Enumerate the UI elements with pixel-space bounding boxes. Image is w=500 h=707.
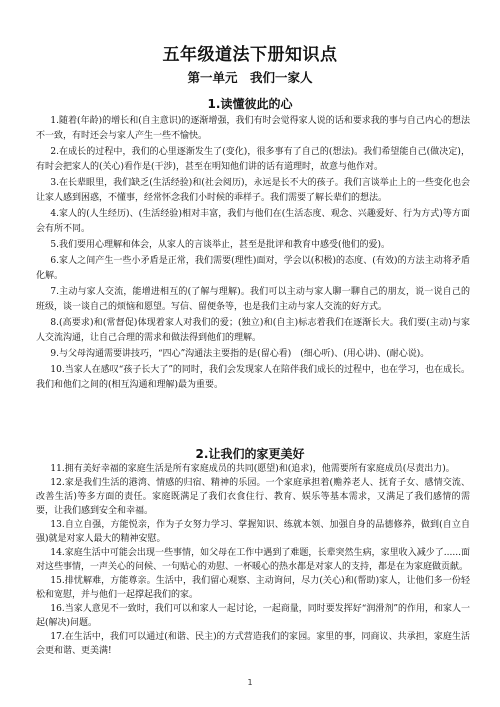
paragraph: 10.当家人在感叹“孩子长大了”的同时，我们会发现家人在陪伴我们成长的过程中，也在学习，也在成长。我们和他们之间的(相互沟通和理解)最为重要。 <box>36 365 470 391</box>
document-title: 五年级道法下册知识点 <box>162 45 338 65</box>
unit-title: 第一单元 我们一家人 <box>187 70 313 85</box>
paragraph: 2.在成长的过程中，我们的心里逐渐发生了(变化)，很多事有了自己的(想法)。我们希望能自己(做决定)，有时会把家人的(关心)看作是(干涉)，甚至在明知他们讲的话有道理时，故意与他作对。 <box>36 147 470 173</box>
paragraph: 3.在长辈眼里，我们缺乏(生活经验)和(社会阅历)，永远是长不大的孩子。我们言谈举止上的一些变化也会让家人感到困惑，不懂事，经常怀念我们小时候的乖样子。我们需要了解长辈们的想法。 <box>36 178 470 204</box>
paragraph: 8.(高要求)和(常督促)体现着家人对我们的爱；(独立)和(自主)标志着我们在逐渐长大。我们要(主动)与家人交流沟通，让自己合理的需求和做法得到他们的理解。 <box>36 318 470 344</box>
paragraph: 13.自立自强，方能悦亲，作为子女努力学习、掌握知识、练就本领、加强自身的品德修养，做到(自立自强)就是对家人最大的精神安慰。 <box>36 520 470 544</box>
paragraph: 17.在生活中，我们可以通过(和谐、民主)的方式营造我们的家园。家里的事，同商议、共承担，家庭生活会更和谐、更美满! <box>36 632 470 656</box>
paragraph: 15.排忧解难，方能尊亲。生活中，我们留心观察、主动询问，尽力(关心)和(帮助)家人，让他们多一份轻松和宽慰，并与他们一起撑起我们的家。 <box>36 576 470 600</box>
paragraph: 11.拥有美好幸福的家庭生活是所有家庭成员的共同(愿望)和(追求)，他需要所有家庭成员(尽责出力)。 <box>50 464 455 474</box>
section-heading: 2.让我们的家更美好 <box>195 447 305 461</box>
paragraph: 4.家人的(人生经历)、(生活经验)相对丰富，我们与他们在(生活态度、观念、兴趣爱好、行为方式)等方面会有所不同。 <box>36 209 470 235</box>
paragraph: 6.家人之间产生一些小矛盾是正常，我们需要(理性)面对，学会以(积极)的态度、(有效)的方法主动将矛盾化解。 <box>36 256 470 282</box>
paragraph: 9.与父母沟通需要讲技巧，“四心”沟通法主要指的是(留心看) (细心听)、(用心讲)、(耐心说)。 <box>50 349 430 359</box>
section-heading: 1.读懂彼此的心 <box>207 97 293 111</box>
paragraph: 16.当家人意见不一致时，我们可以和家人一起讨论，一起商量，同时要发挥好“润滑剂”的作用，和家人一起(解决)问题。 <box>36 604 470 628</box>
paragraph: 12.家是我们生活的港湾、情感的归宿、精神的乐园。一个家庭承担着(赡养老人、抚育子女、感情交流、改善生活)等多方面的责任。家庭既满足了我们衣食住行、教育、娱乐等基本需求，又满足了我们感情的需要，让我们感到安全和幸福。 <box>36 478 470 516</box>
paragraph: 1.随着(年龄)的增长和(自主意识)的逐渐增强，我们有时会觉得家人说的话和要求我的事与自己内心的想法不一致，有时还会与家人产生一些不愉快。 <box>36 116 470 142</box>
paragraph: 7.主动与家人交流，能增进相互的(了解与理解)。我们可以主动与家人聊一聊自己的朋友，说一说自己的班级，谈一谈自己的烦恼和愿望。写信、留便条等，也是我们主动与家人交流的好方式。 <box>36 287 470 313</box>
paragraph: 14.家庭生活中可能会出现一些事情，如父母在工作中遇到了难题，长辈突然生病，家里收入减少了......面对这些事情，一声关心的问候、一句贴心的劝慰、一杯暖心的热水都是对家人的支持，都是在为家庭做贡献。 <box>36 548 470 572</box>
page-number: 1 <box>247 678 253 687</box>
paragraph: 5.我们要用心理解和体会，从家人的言谈举止，甚至是批评和教育中感受(他们的爱)。 <box>50 240 391 250</box>
